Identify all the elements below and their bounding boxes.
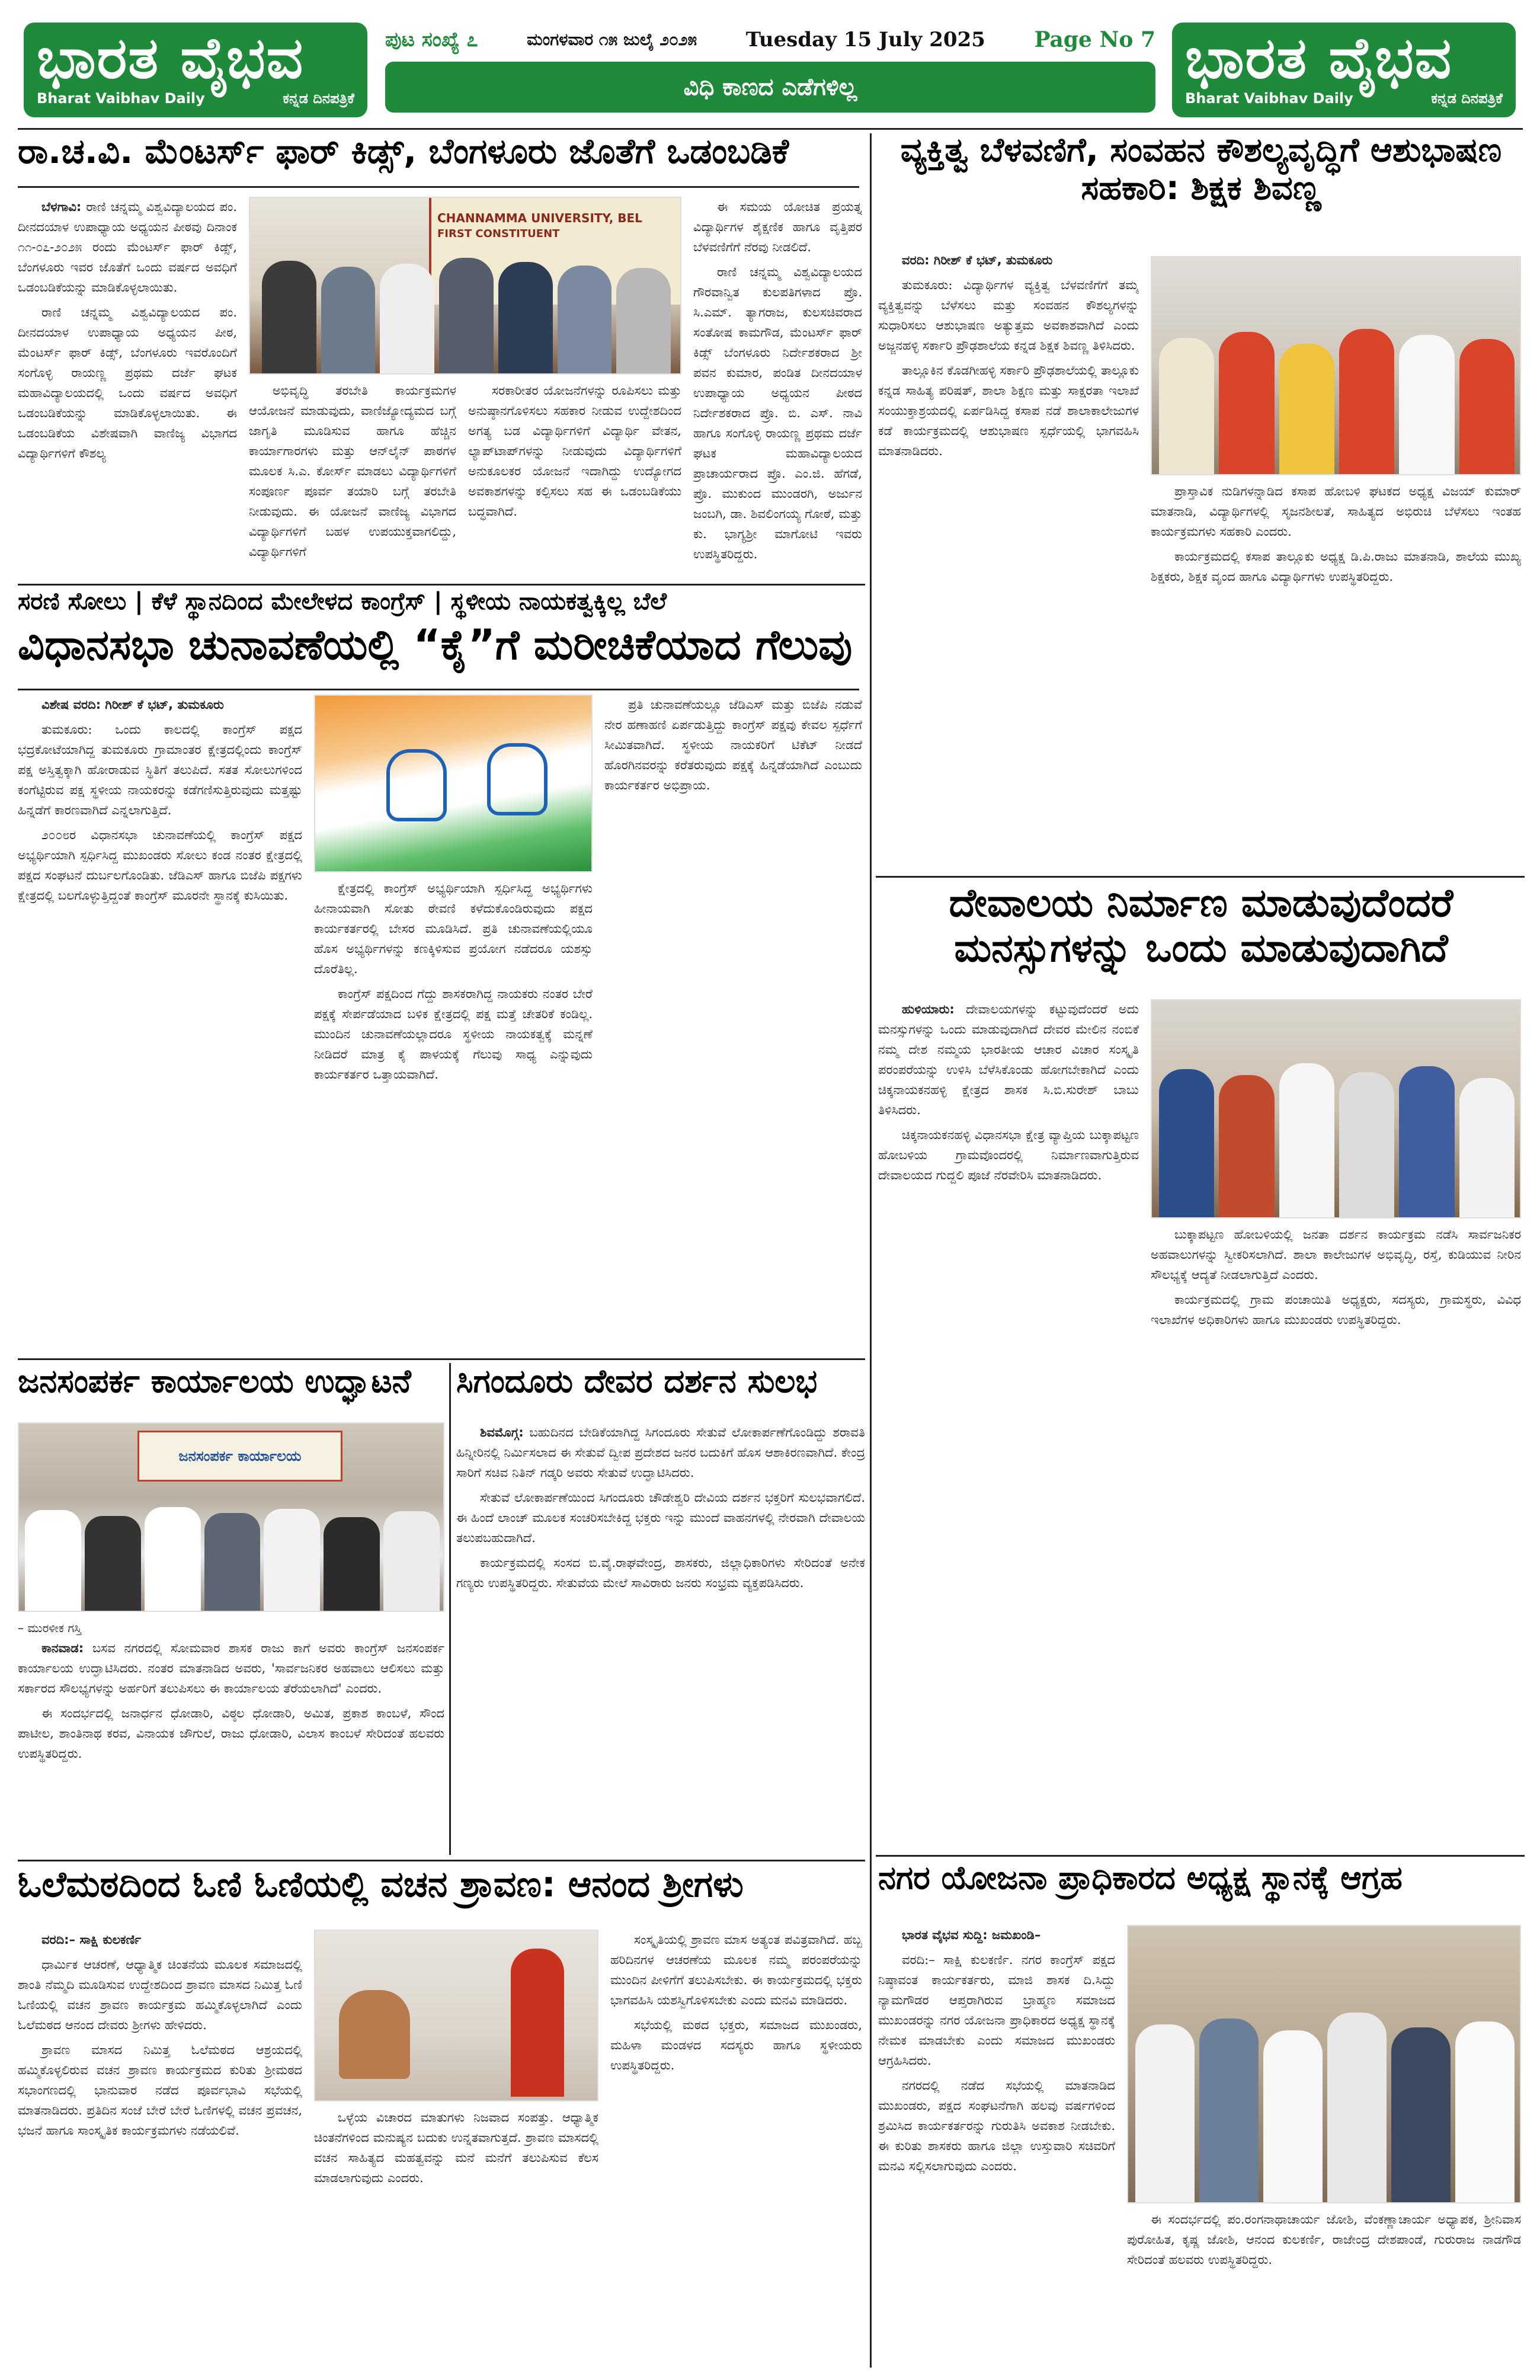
article-temple-col1: ಹುಳಿಯಾರು: ದೇವಾಲಯಗಳನ್ನು ಕಟ್ಟುವುದೆಂದರೆ ಅದು ಮನಸ್ಸುಗಳನ್ನು ಒಂದು ಮಾಡುವುದಾಗಿದೆ ದೇವರ ಮೇಲಿನ ನಂಬಿಕೆ ನಮ್ಮ ದೇಶ ನಮ್ಮಯ ಭಾರತೀಯ ಆಚಾರ ವಿಚಾರ ಸಂಸ್ಕೃತಿ ಪರಂಪರೆಯನ್ನು ಉಳಿಸಿ ಬೆಳೆಸಿಕೊಂಡು ಹೋಗಬೇಕಾಗಿದೆ ಎಂದು ಚಿಕ್ಕನಾಯಕನಹಳ್ಳಿ ಕ್ಷೇತ್ರದ ಶಾಸಕ ಸಿ.ಬಿ.ಸುರೇಶ್ ಬಾಬು ತಿಳಿಸಿದರು. ಚಿಕ್ಕನಾಯಕನಹಳ್ಳಿ ವಿಧಾನಸಭಾ ಕ್ಷೇತ್ರ ವ್ಯಾಪ್ತಿಯ ಬುಕ್ಕಾಪಟ್ಟಣ ಹೋಬಳಿಯ ಗ್ರಾಮವೊಂದರಲ್ಲಿ ನಿರ್ಮಾಣವಾಗುತ್ತಿರುವ ದೇವಾಲಯದ ಗುದ್ದಲಿ ಪೂಜೆ ನೆರವೇರಿಸಿ ಮಾತನಾಡಿದರು. <box>878 1002 1139 1182</box>
section-band <box>385 62 1155 113</box>
article-sigandur-headline: ಸಿಗಂದೂರು ದೇವರ ದರ್ಶನ ಸುಲಭ <box>456 1362 818 1400</box>
article-mou-dateline: ಬೆಳಗಾವಿ: <box>41 200 82 214</box>
photo-people-row <box>262 255 671 373</box>
masthead-title-right: ಭಾರತ ವೈಭವ <box>1185 25 1453 91</box>
article-planning-headline: ನಗರ ಯೋಜನಾ ಪ್ರಾಧಿಕಾರದ ಅಧ್ಯಕ್ಷ ಸ್ಥಾನಕ್ಕೆ ಆಗ್ರಹ <box>878 1859 1403 1896</box>
article-temple-headline: ದೇವಾಲಯ ನಿರ್ಮಾಣ ಮಾಡುವುದೆಂದರೆ ಮನಸ್ಸುಗಳನ್ನು ಒಂದು ಮಾಡುವುದಾಗಿದೆ <box>949 880 1453 971</box>
masthead-subtitle-kn-right: ಕನ್ನಡ ದಿನಪತ್ರಿಕೆ <box>1431 90 1503 107</box>
issue-info <box>385 21 1155 58</box>
university-banner: CHANNAMMA UNIVERSITY, BEL FIRST CONSTITUENT <box>429 198 680 305</box>
article-planning <box>878 1860 1524 2368</box>
article-temple-photo <box>1151 999 1521 1218</box>
hand-symbol-icon-2 <box>487 743 548 815</box>
article-congress-col2: ಕ್ಷೇತ್ರದಲ್ಲಿ ಕಾಂಗ್ರೆಸ್ ಅಭ್ಯರ್ಥಿಯಾಗಿ ಸ್ಪರ್ಧಿಸಿದ್ದ ಅಭ್ಯರ್ಥಿಗಳು ಹೀನಾಯವಾಗಿ ಸೋತು ಠೇವಣಿ ಕಳೆದುಕೊಂಡಿರುವುದು ಪಕ್ಷದ ಕಾರ್ಯಕರ್ತರಲ್ಲಿ ಬೇಸರ ಮೂಡಿಸಿದೆ. ಪ್ರತಿ ಚುನಾವಣೆಯಲ್ಲಿಯೂ ಹೊಸ ಅಭ್ಯರ್ಥಿಗಳನ್ನು ಕಣಕ್ಕಿಳಿಸುವ ಪ್ರಯೋಗ ನಡೆದರೂ ಯಶಸ್ಸು ದೊರೆತಿಲ್ಲ. ಕಾಂಗ್ರೆಸ್ ಪಕ್ಷದಿಂದ ಗೆದ್ದು ಶಾಸಕರಾಗಿದ್ದ ನಾಯಕರು ನಂತರ ಬೇರೆ ಪಕ್ಷಕ್ಕೆ ಸೇರ್ಪಡೆಯಾದ ಬಳಿಕ ಕ್ಷೇತ್ರದಲ್ಲಿ ಪಕ್ಷ ಮತ್ತೆ ಚೇತರಿಕೆ ಕಂಡಿಲ್ಲ. ಮುಂದಿನ ಚುನಾವಣೆಯಲ್ಲಾದರೂ ಸ್ಥಳೀಯ ನಾಯಕತ್ವಕ್ಕೆ ಮನ್ನಣೆ ನೀಡಿದರೆ ಮಾತ್ರ ಕೈ ಪಾಳಯಕ್ಕೆ ಗೆಲುವು ಸಾಧ್ಯ ಎನ್ನುವುದು ಕಾರ್ಯಕರ್ತರ ಒತ್ತಾಯವಾಗಿದೆ. <box>314 881 593 1082</box>
article-speech-dateline: ವರದಿ: ಗಿರೀಶ್ ಕೆ ಭಟ್, ತುಮಕೂರು <box>902 253 1053 267</box>
article-sigandur-body: ಶಿವಮೊಗ್ಗ: ಬಹುದಿನದ ಬೇಡಿಕೆಯಾಗಿದ್ದ ಸಿಗಂದೂರು ಸೇತುವೆ ಲೋಕಾರ್ಪಣೆಗೊಂಡಿದ್ದು ಶರಾವತಿ ಹಿನ್ನೀರಿನಲ್ಲಿ ನಿರ್ಮಿಸಲಾದ ಈ ಸೇತುವೆ ದ್ವೀಪ ಪ್ರದೇಶದ ಜನರ ಬದುಕಿಗೆ ಹೊಸ ಆಶಾಕಿರಣವಾಗಿದೆ. ಕೇಂದ್ರ ಸಾರಿಗೆ ಸಚಿವ ನಿತಿನ್ ಗಡ್ಕರಿ ಅವರು ಸೇತುವೆ ಉದ್ಘಾಟಿಸಿದರು. ಸೇತುವೆ ಲೋಕಾರ್ಪಣೆಯಿಂದ ಸಿಗಂದೂರು ಚೌಡೇಶ್ವರಿ ದೇವಿಯ ದರ್ಶನ ಭಕ್ತರಿಗೆ ಸುಲಭವಾಗಲಿದೆ. ಈ ಹಿಂದೆ ಲಾಂಚ್ ಮೂಲಕ ಸಂಚರಿಸಬೇಕಿದ್ದ ಭಕ್ತರು ಇನ್ನು ಮುಂದೆ ವಾಹನಗಳಲ್ಲಿ ನೇರವಾಗಿ ದೇವಾಲಯ ತಲುಪಬಹುದಾಗಿದೆ. ಕಾರ್ಯಕ್ರಮದಲ್ಲಿ ಸಂಸದ ಬಿ.ವೈ.ರಾಘವೇಂದ್ರ, ಶಾಸಕರು, ಜಿಲ್ಲಾಧಿಕಾರಿಗಳು ಸೇರಿದಂತೆ ಅನೇಕ ಗಣ್ಯರು ಉಪಸ್ಥಿತರಿದ್ದರು. ಸೇತುವೆಯ ಮೇಲೆ ಸಾವಿರಾರು ಜನರು ಸಂಭ್ರಮ ವ್ಯಕ್ತಪಡಿಸಿದರು. <box>456 1425 865 1590</box>
article-mou-photo <box>249 197 681 375</box>
masthead-subtitle-en-right: Bharat Vaibhav Daily <box>1185 90 1353 107</box>
article-temple-col2: ಬುಕ್ಕಾಪಟ್ಟಣ ಹೋಬಳಿಯಲ್ಲಿ ಜನತಾ ದರ್ಶನ ಕಾರ್ಯಕ್ರಮ ನಡೆಸಿ ಸಾರ್ವಜನಿಕರ ಅಹವಾಲುಗಳನ್ನು ಸ್ವೀಕರಿಸಲಾಗಿದೆ. ಶಾಲಾ ಕಾಲೇಜುಗಳ ಅಭಿವೃದ್ಧಿ, ರಸ್ತೆ, ಕುಡಿಯುವ ನೀರಿನ ಸೌಲಭ್ಯಕ್ಕೆ ಆದ್ಯತೆ ನೀಡಲಾಗುತ್ತಿದೆ ಎಂದರು. ಕಾರ್ಯಕ್ರಮದಲ್ಲಿ ಗ್ರಾಮ ಪಂಚಾಯಿತಿ ಅಧ್ಯಕ್ಷರು, ಸದಸ್ಯರು, ಗ್ರಾಮಸ್ಥರು, ವಿವಿಧ ಇಲಾಖೆಗಳ ಅಧಿಕಾರಿಗಳು ಹಾಗೂ ಮುಖಂಡರು ಉಪಸ್ಥಿತರಿದ್ದರು. <box>1151 1227 1521 1327</box>
photo-people-row <box>1159 326 1515 474</box>
article-congress-col3: ಪ್ರತಿ ಚುನಾವಣೆಯಲ್ಲೂ ಜೆಡಿಎಸ್ ಮತ್ತು ಬಿಜೆಪಿ ನಡುವೆ ನೇರ ಹಣಾಹಣಿ ಏರ್ಪಡುತ್ತಿದ್ದು ಕಾಂಗ್ರೆಸ್ ಪಕ್ಷವು ಕೇವಲ ಸ್ಪರ್ಧೆಗೆ ಸೀಮಿತವಾಗಿದೆ. ಸ್ಥಳೀಯ ನಾಯಕರಿಗೆ ಟಿಕೆಟ್ ನೀಡದೆ ಹೊರಗಿನವರನ್ನು ಕರೆತರುವುದು ಪಕ್ಷಕ್ಕೆ ಹಿನ್ನಡೆಯಾಗಿದೆ ಎಂಬುದು ಕಾರ್ಯಕರ್ತರ ಅಭಿಪ್ರಾಯ. <box>604 698 862 792</box>
article-planning-photo <box>1127 1925 1521 2203</box>
article-vachana-headline: ಓಲೆಮಠದಿಂದ ಓಣಿ ಓಣಿಯಲ್ಲಿ ವಚನ ಶ್ರಾವಣ: ಆನಂದ ಶ್ರೀಗಳು <box>18 1864 744 1905</box>
photo-people-row <box>1159 1057 1515 1217</box>
article-office-headline: ಜನಸಂಪರ್ಕ ಕಾರ್ಯಾಲಯ ಉದ್ಘಾಟನೆ <box>18 1362 411 1400</box>
article-speech <box>878 132 1524 872</box>
article-speech-col1: ವರದಿ: ಗಿರೀಶ್ ಕೆ ಭಟ್, ತುಮಕೂರು ತುಮಕೂರು: ವಿದ್ಯಾರ್ಥಿಗಳ ವ್ಯಕ್ತಿತ್ವ ಬೆಳವಣಿಗೆಗೆ ತಮ್ಮ ವ್ಯಕ್ತಿತ್ವವನ್ನು ಬೆಳೆಸಲು ಮತ್ತು ಸಂವಹನ ಕೌಶಲ್ಯಗಳನ್ನು ಸುಧಾರಿಸಲು ಆಶುಭಾಷಣ ಅತ್ಯುತ್ತಮ ಅವಕಾಶವಾಗಿದೆ ಎಂದು ಅಜ್ಜನಹಳ್ಳಿ ಸರ್ಕಾರಿ ಪ್ರೌಢಶಾಲೆಯ ಕನ್ನಡ ಶಿಕ್ಷಕ ಶಿವಣ್ಣ ತಿಳಿಸಿದರು. ತಾಲ್ಲೂಕಿನ ಕೊಡಗೀಹಳ್ಳಿ ಸರ್ಕಾರಿ ಪ್ರೌಢಶಾಲೆಯಲ್ಲಿ ತಾಲ್ಲೂಕು ಕನ್ನಡ ಸಾಹಿತ್ಯ ಪರಿಷತ್, ಶಾಲಾ ಶಿಕ್ಷಣ ಮತ್ತು ಸಾಕ್ಷರತಾ ಇಲಾಖೆ ಸಂಯುಕ್ತಾಶ್ರಯದಲ್ಲಿ ಏರ್ಪಡಿಸಿದ್ದ ಕಸಾಪ ನಡೆ ಶಾಲಾಕಾಲೇಜುಗಳ ಕಡೆ ಕಾರ್ಯಕ್ರಮದಲ್ಲಿ ಆಶುಭಾಷಣ ಸ್ಪರ್ಧೆಯಲ್ಲಿ ಭಾಗವಹಿಸಿ ಮಾತನಾಡಿದರು. <box>878 253 1139 458</box>
article-congress-col1: ವಿಶೇಷ ವರದಿ: ಗಿರೀಶ್ ಕೆ ಭಟ್, ತುಮಕೂರು ತುಮಕೂರು: ಒಂದು ಕಾಲದಲ್ಲಿ ಕಾಂಗ್ರೆಸ್ ಪಕ್ಷದ ಭದ್ರಕೋಟೆಯಾಗಿದ್ದ ತುಮಕೂರು ಗ್ರಾಮಾಂತರ ಕ್ಷೇತ್ರದಲ್ಲಿಂದು ಕಾಂಗ್ರೆಸ್ ಪಕ್ಷ ಅಸ್ತಿತ್ವಕ್ಕಾಗಿ ಹೋರಾಡುವ ಸ್ಥಿತಿಗೆ ತಲುಪಿದೆ. ಸತತ ಸೋಲುಗಳಿಂದ ಕಂಗೆಟ್ಟಿರುವ ಪಕ್ಷ ಸ್ಥಳೀಯ ನಾಯಕರನ್ನು ಕಡೆಗಣಿಸುತ್ತಿರುವುದು ಮತ್ತಷ್ಟು ಹಿನ್ನಡೆಗೆ ಕಾರಣವಾಗಿದೆ ಎನ್ನಲಾಗುತ್ತಿದೆ. ೨೦೦೮ರ ವಿಧಾನಸಭಾ ಚುನಾವಣೆಯಲ್ಲಿ ಕಾಂಗ್ರೆಸ್ ಪಕ್ಷದ ಅಭ್ಯರ್ಥಿಯಾಗಿ ಸ್ಪರ್ಧಿಸಿದ್ದ ಮುಖಂಡರು ಸೋಲು ಕಂಡ ನಂತರ ಕ್ಷೇತ್ರದಲ್ಲಿ ಪಕ್ಷದ ಸಂಘಟನೆ ದುರ್ಬಲಗೊಂಡಿತು. ಜೆಡಿಎಸ್ ಹಾಗೂ ಬಿಜೆಪಿ ಪಕ್ಷಗಳು ಕ್ಷೇತ್ರದಲ್ಲಿ ಬಲಗೊಳ್ಳುತ್ತಿದ್ದಂತೆ ಕಾಂಗ್ರೆಸ್ ಮೂರನೇ ಸ್ಥಾನಕ್ಕೆ ಕುಸಿಯಿತು. <box>18 698 302 903</box>
article-planning-col1: ಭಾರತ ವೈಭವ ಸುದ್ದಿ: ಜಮಖಂಡಿ– ವರದಿ:– ಸಾಕ್ಷಿ ಕುಲಕರ್ಣಿ. ನಗರ ಕಾಂಗ್ರೆಸ್ ಪಕ್ಷದ ನಿಷ್ಠಾವಂತ ಕಾರ್ಯಕರ್ತರು, ಮಾಜಿ ಶಾಸಕ ದಿ.ಸಿದ್ದು ನ್ಯಾಮಗೌಡರ ಆಪ್ತರಾಗಿರುವ ಬ್ರಾಹ್ಮಣ ಸಮಾಜದ ಮುಖಂಡರನ್ನು ನಗರ ಯೋಜನಾ ಪ್ರಾಧಿಕಾರದ ಅಧ್ಯಕ್ಷ ಸ್ಥಾನಕ್ಕೆ ನೇಮಕ ಮಾಡಬೇಕು ಎಂದು ಸಮಾಜದ ಮುಖಂಡರು ಆಗ್ರಹಿಸಿದರು. ನಗರದಲ್ಲಿ ನಡೆದ ಸಭೆಯಲ್ಲಿ ಮಾತನಾಡಿದ ಮುಖಂಡರು, ಪಕ್ಷದ ಸಂಘಟನೆಗಾಗಿ ಹಲವು ವರ್ಷಗಳಿಂದ ಶ್ರಮಿಸಿದ ಕಾರ್ಯಕರ್ತರನ್ನು ಗುರುತಿಸಿ ಅವಕಾಶ ನೀಡಬೇಕು. ಈ ಕುರಿತು ಶಾಸಕರು ಹಾಗೂ ಜಿಲ್ಲಾ ಉಸ್ತುವಾರಿ ಸಚಿವರಿಗೆ ಮನವಿ ಸಲ್ಲಿಸಲಾಗುವುದು ಎಂದರು. <box>878 1928 1115 2173</box>
article-mou-col2: ಅಭಿವೃದ್ಧಿ ತರಬೇತಿ ಕಾರ್ಯಕ್ರಮಗಳ ಆಯೋಜನೆ ಮಾಡುವುದು, ವಾಣಿಜ್ಯೋದ್ಯಮದ ಬಗ್ಗೆ ಜಾಗೃತಿ ಮೂಡಿಸುವ ಹಾಗೂ ಹೆಚ್ಚಿನ ಕಾರ್ಯಾಗಾರಗಳು ಮತ್ತು ಆನ್‌ಲೈನ್ ಪಾಠಗಳ ಮೂಲಕ ಸಿ.ಎ. ಕೋರ್ಸ್ ಮಾಡಲು ವಿದ್ಯಾರ್ಥಿಗಳಿಗೆ ಸಂಪೂರ್ಣ ಪೂರ್ವ ತಯಾರಿ ಬಗ್ಗೆ ತರಬೇತಿ ನೀಡುವುದು. ಈ ಯೋಜನೆ ವಾಣಿಜ್ಯ ವಿಭಾಗದ ವಿದ್ಯಾರ್ಥಿಗಳಿಗೆ ಬಹಳ ಉಪಯುಕ್ತವಾಗಲಿದ್ದು, ವಿದ್ಯಾರ್ಥಿಗಳಿಗೆ <box>249 383 456 559</box>
article-mou <box>18 132 862 582</box>
congress-flag-photo <box>314 695 593 872</box>
office-photo <box>18 1422 444 1612</box>
masthead-right <box>1172 23 1516 117</box>
masthead-subtitle-kn: ಕನ್ನಡ ದಿನಪತ್ರಿಕೆ <box>283 90 354 107</box>
section-title: ವಿಧಿ ಕಾಣದ ಎಡೆಗಳಿಲ್ಲ <box>683 73 857 101</box>
office-banner: ಜನಸಂಪರ್ಕ ಕಾರ್ಯಾಲಯ <box>137 1431 342 1482</box>
page-number: Page No 7 <box>1034 27 1155 52</box>
hand-symbol-icon <box>386 749 447 821</box>
article-speech-col2: ಪ್ರಾಸ್ತಾವಿಕ ನುಡಿಗಳನ್ನಾಡಿದ ಕಸಾಪ ಹೋಬಳಿ ಘಟಕದ ಅಧ್ಯಕ್ಷ ವಿಜಯ್ ಕುಮಾರ್ ಮಾತನಾಡಿ, ವಿದ್ಯಾರ್ಥಿಗಳಲ್ಲಿ ಸೃಜನಶೀಲತೆ, ಸಾಹಿತ್ಯದ ಅಭಿರುಚಿ ಬೆಳೆಸಲು ಇಂತಹ ಕಾರ್ಯಕ್ರಮಗಳು ಸಹಕಾರಿ ಎಂದರು. ಕಾರ್ಯಕ್ರಮದಲ್ಲಿ ಕಸಾಪ ತಾಲ್ಲೂಕು ಅಧ್ಯಕ್ಷ ಡಿ.ಪಿ.ರಾಜು ಮಾತನಾಡಿ, ಶಾಲೆಯ ಮುಖ್ಯ ಶಿಕ್ಷಕರು, ಶಿಕ್ಷಕ ವೃಂದ ಹಾಗೂ ವಿದ್ಯಾರ್ಥಿಗಳು ಉಪಸ್ಥಿತರಿದ್ದರು. <box>1151 484 1521 584</box>
article-temple-dateline: ಹುಳಿಯಾರು: <box>902 1002 955 1016</box>
photo-people-row <box>25 1504 440 1611</box>
vachana-photo <box>314 1930 598 2101</box>
article-office-dateline: ಕಾನವಾಡ: <box>41 1641 84 1655</box>
article-mou-col1: ಬೆಳಗಾವಿ: ರಾಣಿ ಚನ್ನಮ್ಮ ವಿಶ್ವವಿದ್ಯಾಲಯದ ಪಂ. ದೀನದಯಾಳ ಉಪಾಧ್ಯಾಯ ಅಧ್ಯಯನ ಪೀಠವು ದಿನಾಂಕ ೧೧-೦೭-೨೦೨೫ ರಂದು ಮೆಂಟರ್ಸ್ ಫಾರ್ ಕಿಡ್ಸ್, ಬೆಂಗಳೂರು ಇವರ ಜೊತೆಗೆ ಒಂದು ವರ್ಷದ ಅವಧಿಗೆ ಒಡಂಬಡಿಕೆಯನ್ನು ಮಾಡಿಕೊಳ್ಳಲಾಯಿತು. ರಾಣಿ ಚನ್ನಮ್ಮ ವಿಶ್ವವಿದ್ಯಾಲಯದ ಪಂ. ದೀನದಯಾಳ ಉಪಾಧ್ಯಾಯ ಅಧ್ಯಯನ ಪೀಠ, ಮೆಂಟರ್ಸ್ ಫಾರ್ ಕಿಡ್ಸ್, ಬೆಂಗಳೂರು ಇವರೊಂದಿಗೆ ಸಂಗೊಳ್ಳಿ ರಾಯಣ್ಣ ಪ್ರಥಮ ದರ್ಜೆ ಘಟಕ ಮಹಾವಿದ್ಯಾಲಯದಲ್ಲಿ ಒಂದು ವರ್ಷದ ಅವಧಿಗೆ ಒಡಂಬಡಿಕೆಯನ್ನು ಮಾಡಿಕೊಳ್ಳಲಾಯಿತು. ಈ ಒಡಂಬಡಿಕೆಯ ವಿಶೇಷವಾಗಿ ವಾಣಿಜ್ಯ ವಿಭಾಗದ ವಿದ್ಯಾರ್ಥಿಗಳಿಗೆ ಕೌಶಲ್ಯ <box>18 200 237 460</box>
article-congress-headline: ವಿಧಾನಸಭಾ ಚುನಾವಣೆಯಲ್ಲಿ “ಕೈ”ಗೆ ಮರೀಚಿಕೆಯಾದ ಗೆಲುವು <box>18 620 853 669</box>
article-congress-dateline: ವಿಶೇಷ ವರದಿ: ಗಿರೀಶ್ ಕೆ ಭಟ್, ತುಮಕೂರು <box>41 698 224 712</box>
divider-main <box>870 133 872 2368</box>
article-sigandur-dateline: ಶಿವಮೊಗ್ಗ: <box>480 1425 524 1439</box>
article-mou-col3: ಸರಕಾರೀತರ ಯೋಜನೆಗಳನ್ನು ರೂಪಿಸಲು ಮತ್ತು ಅನುಷ್ಠಾನಗೊಳಿಸಲು ಸಹಕಾರ ನೀಡುವ ಉದ್ದೇಶದಿಂದ ಅಗತ್ಯ ಬಡ ವಿದ್ಯಾರ್ಥಿಗಳಿಗೆ ವಿದ್ಯಾರ್ಥಿ ವೇತನ, ಲ್ಯಾಪ್‌ಟಾಪ್‌ಗಳನ್ನು ನೀಡುವುದು ವಿದ್ಯಾರ್ಥಿಗಳಿಗೆ ಅನುಕೂಲಕರ ಯೋಜನೆ ಇದಾಗಿದ್ದು ಉದ್ಯೋಗದ ಅವಕಾಶಗಳನ್ನು ಕಲ್ಪಿಸಲು ಸಹ ಈ ಒಡಂಬಡಿಕೆಯು ಬದ್ಧವಾಗಿದೆ. <box>468 383 681 519</box>
masthead-left <box>24 23 367 117</box>
seated-swami <box>339 1990 410 2079</box>
article-office-body: – ಮುರಳೀಕ ಗಸ್ತಿ ಕಾನವಾಡ: ಬಸವ ನಗರದಲ್ಲಿ ಸೋಮವಾರ ಶಾಸಕ ರಾಜು ಕಾಗೆ ಅವರು ಕಾಂಗ್ರೆಸ್ ಜನಸಂಪರ್ಕ ಕಾರ್ಯಾಲಯ ಉದ್ಘಾಟಿಸಿದರು. ನಂತರ ಮಾತನಾಡಿದ ಅವರು, 'ಸಾರ್ವಜನಿಕರ ಅಹವಾಲು ಆಲಿಸಲು ಮತ್ತು ಸರ್ಕಾರದ ಸೌಲಭ್ಯಗಳನ್ನು ಅರ್ಹರಿಗೆ ತಲುಪಿಸಲು ಈ ಕಾರ್ಯಾಲಯ ತೆರೆಯಲಾಗಿದೆ' ಎಂದರು. ಈ ಸಂದರ್ಭದಲ್ಲಿ ಜನಾರ್ಧನ ಧೋಡಾರಿ, ವಿಠ್ಠಲ ಧೋಡಾರಿ, ಅಮಿತ, ಪ್ರಕಾಶ ಕಾಂಬಳೆ, ಸೌಂದ ಪಾಟೀಲ, ಶಾಂತಿನಾಥ ಕರವ, ವಿನಾಯಕ ಜೌಗುಲೆ, ರಾಜು ಧೋಡಾರಿ, ವಿಲಾಸ ಕಾಂಬಳೆ ಸೇರಿದಂತೆ ಹಲವರು ಉಪಸ್ಥಿತರಿದ್ದರು. <box>18 1618 444 1849</box>
article-congress-kicker: ಸರಣಿ ಸೋಲು | ಕೆಳೆ ಸ್ಥಾನದಿಂದ ಮೇಲೇಳದ ಕಾಂಗ್ರೆಸ್ | ಸ್ಥಳೀಯ ನಾಯಕತ್ವಕ್ಕಿಲ್ಲ ಬೆಲೆ <box>18 588 667 615</box>
article-speech-headline: ವ್ಯಕ್ತಿತ್ವ ಬೆಳವಣಿಗೆ, ಸಂವಹನ ಕೌಶಲ್ಯವೃದ್ಧಿಗೆ ಆಶುಭಾಷಣ ಸಹಕಾರಿ: ಶಿಕ್ಷಕ ಶಿವಣ್ಣ <box>900 131 1502 208</box>
article-speech-photo <box>1151 256 1521 475</box>
article-sigandur <box>456 1363 865 1855</box>
article-vachana-col3: ಸಂಸ್ಕೃತಿಯಲ್ಲಿ ಶ್ರಾವಣ ಮಾಸ ಅತ್ಯಂತ ಪವಿತ್ರವಾಗಿದೆ. ಹಬ್ಬ ಹರಿದಿನಗಳ ಆಚರಣೆಯ ಮೂಲಕ ನಮ್ಮ ಪರಂಪರೆಯನ್ನು ಮುಂದಿನ ಪೀಳಿಗೆಗೆ ತಲುಪಿಸಬೇಕು. ಈ ಕಾರ್ಯಕ್ರಮದಲ್ಲಿ ಭಕ್ತರು ಭಾಗವಹಿಸಿ ಯಶಸ್ವಿಗೊಳಿಸಬೇಕು ಎಂದು ಮನವಿ ಮಾಡಿದರು. ಸಭೆಯಲ್ಲಿ ಮಠದ ಭಕ್ತರು, ಸಮಾಜದ ಮುಖಂಡರು, ಮಹಿಳಾ ಮಂಡಳದ ಸದಸ್ಯರು ಹಾಗೂ ಸ್ಥಳೀಯರು ಉಪಸ್ಥಿತರಿದ್ದರು. <box>610 1933 862 2072</box>
article-vachana-col1: ವರದಿ:– ಸಾಕ್ಷಿ ಕುಲಕರ್ಣಿ ಧಾರ್ಮಿಕ ಆಚರಣೆ, ಆಧ್ಯಾತ್ಮಿಕ ಚಿಂತನೆಯ ಮೂಲಕ ಸಮಾಜದಲ್ಲಿ ಶಾಂತಿ ನೆಮ್ಮದಿ ಮೂಡಿಸುವ ಉದ್ದೇಶದಿಂದ ಶ್ರಾವಣ ಮಾಸದ ನಿಮಿತ್ತ ಓಣಿ ಓಣಿಯಲ್ಲಿ ವಚನ ಶ್ರಾವಣ ಕಾರ್ಯಕ್ರಮ ಹಮ್ಮಿಕೊಳ್ಳಲಾಗಿದೆ ಎಂದು ಓಲೆಮಠದ ಆನಂದ ದೇವರು ಶ್ರೀಗಳು ಹೇಳಿದರು. ಶ್ರಾವಣ ಮಾಸದ ನಿಮಿತ್ತ ಓಲೆಮಠದ ಆಶ್ರಯದಲ್ಲಿ ಹಮ್ಮಿಕೊಳ್ಳಲಿರುವ ವಚನ ಶ್ರಾವಣ ಕಾರ್ಯಕ್ರಮದ ಕುರಿತು ಶ್ರೀಮಠದ ಸಭಾಂಗಣದಲ್ಲಿ ಭಾನುವಾರ ನಡೆದ ಪೂರ್ವಭಾವಿ ಸಭೆಯಲ್ಲಿ ಮಾತನಾಡಿದರು. ಪ್ರತಿದಿನ ಸಂಜೆ ಬೇರೆ ಬೇರೆ ಓಣಿಗಳಲ್ಲಿ ವಚನ ಪ್ರವಚನ, ಭಜನೆ ಹಾಗೂ ಸಾಂಸ್ಕೃತಿಕ ಕಾರ್ಯಕ್ರಮಗಳು ನಡೆಯಲಿವೆ. <box>18 1933 302 2138</box>
standing-swami <box>511 1949 564 2097</box>
article-planning-dateline: ಭಾರತ ವೈಭವ ಸುದ್ದಿ: ಜಮಖಂಡಿ– <box>902 1928 1041 1942</box>
date-en: Tuesday 15 July 2025 <box>745 28 985 52</box>
article-vachana <box>18 1864 862 2368</box>
article-planning-col2: ಈ ಸಂದರ್ಭದಲ್ಲಿ ಪಂ.ರಂಗನಾಥಾಚಾರ್ಯ ಜೋಶಿ, ವೆಂಕಣ್ಣಾಚಾರ್ಯ ಅಧ್ಯಾಪಕ, ಶ್ರೀನಿವಾಸ ಪುರೋಹಿತ, ಕೃಷ್ಣ ಜೋಶಿ, ಆನಂದ ಕುಲಕರ್ಣಿ, ರಾಜೇಂದ್ರ ದೇಶಪಾಂಡೆ, ಗುರುರಾಜ ನಾಡಗೌಡ ಸೇರಿದಂತೆ ಹಲವರು ಉಪಸ್ಥಿತರಿದ್ದರು. <box>1127 2212 1521 2267</box>
masthead-rule <box>18 128 1523 130</box>
article-vachana-dateline: ವರದಿ:– ಸಾಕ್ಷಿ ಕುಲಕರ್ಣಿ <box>41 1933 142 1947</box>
article-vachana-col2: ಒಳ್ಳೆಯ ವಿಚಾರದ ಮಾತುಗಳು ನಿಜವಾದ ಸಂಪತ್ತು. ಆಧ್ಯಾತ್ಮಿಕ ಚಿಂತನೆಗಳಿಂದ ಮನುಷ್ಯನ ಬದುಕು ಉನ್ನತವಾಗುತ್ತದೆ. ಶ್ರಾವಣ ಮಾಸದಲ್ಲಿ ವಚನ ಸಾಹಿತ್ಯದ ಮಹತ್ವವನ್ನು ಮನೆ ಮನೆಗೆ ತಲುಪಿಸುವ ಕೆಲಸ ಮಾಡಲಾಗುವುದು ಎಂದರು. <box>314 2110 598 2185</box>
article-office <box>18 1363 447 1855</box>
article-mou-headline: ರಾ.ಚ.ವಿ. ಮೆಂಟರ್ಸ್ ಫಾರ್ ಕಿಡ್ಸ್, ಬೆಂಗಳೂರು ಜೊತೆಗೆ ಒಡಂಬಡಿಕೆ <box>18 131 789 171</box>
date-kn: ಮಂಗಳವಾರ ೧೫ ಜುಲೈ ೨೦೨೫ <box>527 30 697 49</box>
article-temple <box>878 881 1524 1853</box>
page-count: ಪುಟ ಸಂಖ್ಯೆ ೭ <box>385 28 478 52</box>
article-congress <box>18 588 862 1355</box>
photo-people-row <box>1135 2007 1515 2202</box>
masthead-subtitle-en: Bharat Vaibhav Daily <box>37 90 205 107</box>
article-office-byline: – ಮುರಳೀಕ ಗಸ್ತಿ <box>18 1621 82 1635</box>
masthead-title: ಭಾರತ ವೈಭವ <box>37 25 305 91</box>
article-mou-col4: ಈ ಸಮಯ ಯೋಚಿತ ಪ್ರಯತ್ನ ವಿದ್ಯಾರ್ಥಿಗಳ ಶೈಕ್ಷಣಿಕ ಹಾಗೂ ವೃತ್ತಿಪರ ಬೆಳವಣಿಗೆಗೆ ನೆರವು ನೀಡಲಿದೆ. ರಾಣಿ ಚನ್ನಮ್ಮ ವಿಶ್ವವಿದ್ಯಾಲಯದ ಗೌರವಾನ್ವಿತ ಕುಲಪತಿಗಳಾದ ಪ್ರೊ. ಸಿ.ಎಮ್. ತ್ಯಾಗರಾಜ, ಕುಲಸಚಿವರಾದ ಸಂತೋಷ ಕಾಮಗೌಡ, ಮೆಂಟರ್ಸ್ ಫಾರ್ ಕಿಡ್ಸ್ ಬೆಂಗಳೂರು ನಿರ್ದೇಶಕರಾದ ಶ್ರೀ ಪವನ ಕುಮಾರ, ಪಂಡಿತ ದೀನದಯಾಳ ಉಪಾಧ್ಯಾಯ ಅಧ್ಯಯನ ಪೀಠದ ನಿರ್ದೇಶಕರಾದ ಪ್ರೊ. ಬಿ. ಎಸ್. ನಾವಿ ಹಾಗೂ ಸಂಗೊಳ್ಳಿ ರಾಯಣ್ಣ ಪ್ರಥಮ ದರ್ಜೆ ಘಟಕ ಮಹಾವಿದ್ಯಾಲಯದ ಪ್ರಾಚಾರ್ಯರಾದ ಪ್ರೊ. ಎಂ.ಜಿ. ಹೆಗಡೆ, ಪ್ರೊ. ಮುಕುಂದ ಮುಂಡರಗಿ, ಅರ್ಜುನ ಜಂಬಗಿ, ಡಾ. ಶಿವಲಿಂಗಯ್ಯ ಗೋಠೆ, ಮತ್ತು ಕು. ಭಾಗ್ಯಶ್ರೀ ಮಾಗೋಟಿ ಇವರು ಉಪಸ್ಥಿತರಿದ್ದರು. <box>693 200 862 561</box>
